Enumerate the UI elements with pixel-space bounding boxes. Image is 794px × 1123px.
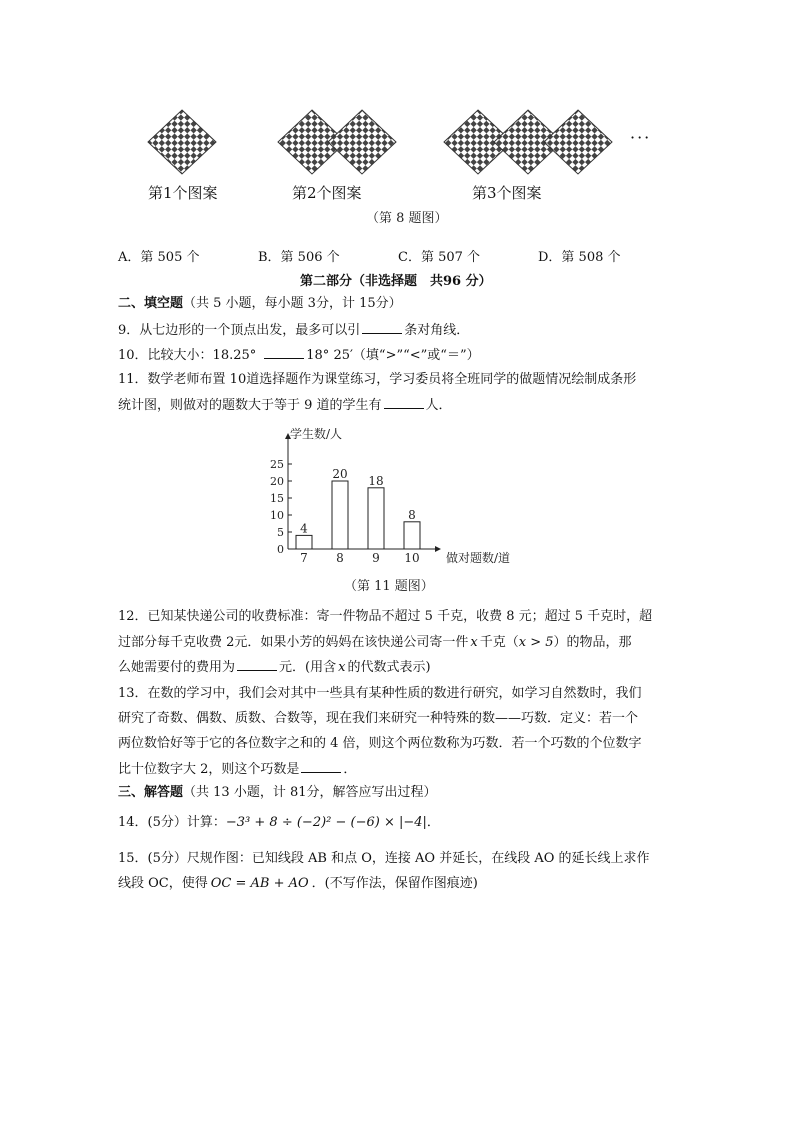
bar-value-label: 18 xyxy=(368,473,384,488)
q12-text-e: 元．(用含 xyxy=(279,660,337,675)
q15-text-b: ．(不写作法，保留作图痕迹) xyxy=(311,876,478,891)
q9-text-a: 9．从七边形的一个顶点出发，最多可以引 xyxy=(118,323,361,338)
pattern-3 xyxy=(444,110,612,174)
fig8-patterns xyxy=(130,108,670,178)
q11-text-b: 人． xyxy=(425,398,452,413)
q13-blank[interactable] xyxy=(301,758,341,773)
q8-option-d: D．第 508 个 xyxy=(538,250,621,265)
q12-line3 xyxy=(118,656,431,679)
y-axis-label: 学生数/人 xyxy=(290,427,343,441)
q12-line2 xyxy=(118,632,632,654)
q12-var-x2: x xyxy=(338,660,346,675)
q13-text-a: 比十位数字大 2，则这个巧数是 xyxy=(118,762,300,777)
q12-text-b: 千克（ xyxy=(479,635,519,650)
y-tick-label: 20 xyxy=(270,475,284,488)
q11-bar-chart xyxy=(262,424,532,574)
q8-option-a: A．第 505 个 xyxy=(118,250,200,265)
q11-blank[interactable] xyxy=(384,394,424,409)
q12-condition: x > 5 xyxy=(518,635,554,650)
q10-blank[interactable] xyxy=(264,344,304,359)
q12-text-a: 过部分每千克收费 2元．如果小芳的妈妈在该快递公司寄一件 xyxy=(118,635,469,650)
bar-value-label: 20 xyxy=(332,467,348,481)
q8-option-c: C．第 507 个 xyxy=(398,250,481,265)
sec3-note: （共 13 小题，计 81分，解答应写出过程） xyxy=(183,785,437,800)
q10-text-a: 10．比较大小：18.25° xyxy=(118,348,257,363)
q12-var-x: x xyxy=(470,635,478,650)
pattern-2 xyxy=(278,110,396,174)
part2-heading: 第二部分（非选择题 共96 分） xyxy=(300,274,492,289)
x-tick-label: 8 xyxy=(336,551,344,565)
sec2-heading: 二、填空题 xyxy=(118,296,184,311)
y-tick-label: 15 xyxy=(270,492,284,505)
q13-line4 xyxy=(118,758,356,781)
q12-text-f: 的代数式表示) xyxy=(347,660,431,675)
bar-value-label: 8 xyxy=(408,507,416,522)
y-tick-label: 10 xyxy=(270,509,284,522)
q15-text-a: 线段 OC，使得 xyxy=(118,876,208,891)
q14-expression: −3³ + 8 ÷ (−2)² − (−6) × |−4| xyxy=(225,815,427,830)
fig8-caption-2: 第2个图案 xyxy=(292,184,362,202)
q11-text-a: 统计图，则做对的题数大于等于 9 道的学生有 xyxy=(118,398,382,413)
q14-end: ． xyxy=(426,815,440,830)
x-axis-arrow xyxy=(435,546,441,552)
x-tick-label: 7 xyxy=(300,551,308,565)
q9 xyxy=(118,319,469,342)
q13-line1: 13．在数的学习中，我们会对其中一些具有某种性质的数进行研究，如学习自然数时，我们 xyxy=(118,686,642,701)
q13-line3: 两位数恰好等于它的各位数字之和的 4 倍，则这个两位数称为巧数．若一个巧数的个位数字 xyxy=(118,736,642,751)
q12-line1: 12．已知某快递公司的收费标准：寄一件物品不超过 5 千克，收费 8 元；超过 5 千克时，超 xyxy=(118,609,653,624)
pattern-1 xyxy=(148,110,216,174)
q15-expression: OC = AB + AO xyxy=(210,876,309,891)
x-tick-label: 10 xyxy=(404,551,420,565)
q11-line2 xyxy=(118,394,452,417)
q10-text-b: 18° 25′（填“>”“<”或“＝”） xyxy=(306,348,480,363)
q11-line1: 11．数学老师布置 10道选择题作为课堂练习，学习委员将全班同学的做题情况绘制成条形 xyxy=(118,372,637,387)
q9-text-b: 条对角线． xyxy=(404,323,470,338)
fig8-title: （第 8 题图） xyxy=(366,211,448,226)
q13-line2: 研究了奇数、偶数、质数、合数等，现在我们来研究一种特殊的数——巧数．定义：若一个 xyxy=(118,711,639,726)
q15-line1: 15．(5分）尺规作图：已知线段 AB 和点 O，连接 AO 并延长，在线段 AO 的延长线上求作 xyxy=(118,851,650,866)
y-tick-label: 0 xyxy=(277,543,284,556)
bar xyxy=(368,488,384,549)
q14-text: 14．(5分）计算： xyxy=(118,815,226,830)
q8-option-b: B．第 506 个 xyxy=(258,250,340,265)
q14 xyxy=(118,812,440,834)
q10 xyxy=(118,344,480,367)
x-tick-label: 9 xyxy=(372,551,380,565)
q9-blank[interactable] xyxy=(362,319,402,334)
x-axis-label: 做对题数/道 xyxy=(446,551,511,565)
bar xyxy=(296,535,312,549)
fig8-caption-3: 第3个图案 xyxy=(472,184,542,202)
bar-value-label: 4 xyxy=(300,521,308,536)
fig8-caption-1: 第1个图案 xyxy=(148,184,218,202)
q12-text-c: ）的物品，那 xyxy=(553,635,632,650)
fig8-ellipsis: ··· xyxy=(630,128,652,147)
y-tick-label: 25 xyxy=(270,458,284,471)
q11-figure-caption: （第 11 题图） xyxy=(344,579,434,594)
sec3-line xyxy=(118,782,437,804)
sec2-line xyxy=(118,293,402,315)
bar xyxy=(332,481,348,549)
sec3-heading: 三、解答题 xyxy=(118,785,184,800)
bar xyxy=(404,522,420,549)
y-tick-label: 5 xyxy=(277,526,284,539)
q12-text-d: 么她需要付的费用为 xyxy=(118,660,236,675)
q15-line2 xyxy=(118,873,478,895)
q12-blank[interactable] xyxy=(237,656,277,671)
q13-text-b: ． xyxy=(343,762,357,777)
sec2-note: （共 5 小题，每小题 3分，计 15分） xyxy=(183,296,402,311)
